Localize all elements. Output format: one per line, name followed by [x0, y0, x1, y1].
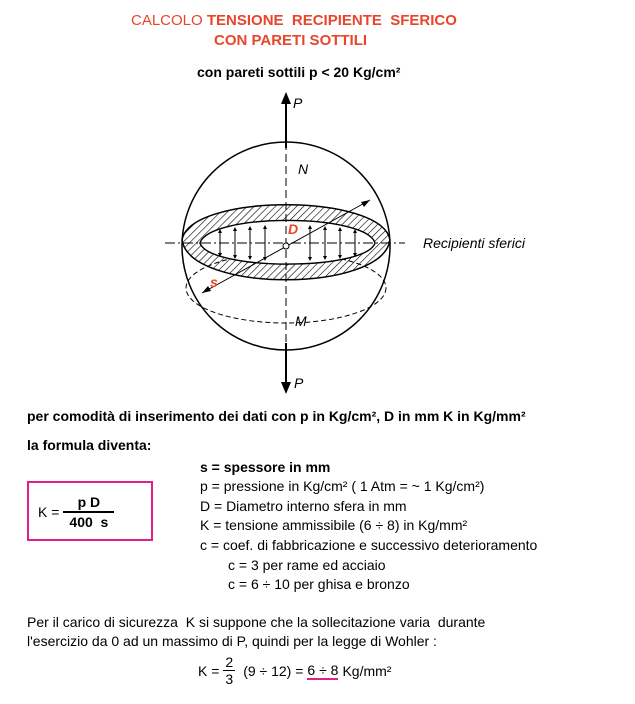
definition-d: D = Diametro interno sfera in mm: [200, 498, 407, 514]
main-formula-fraction: [63, 493, 114, 531]
sphere-diagram: [160, 88, 415, 398]
page-title-line1: [131, 12, 457, 29]
wohler-denominator: 3: [225, 671, 234, 687]
subtitle: con pareti sottili p < 20 Kg/cm²: [197, 64, 401, 80]
definition-k: K = tensione ammissibile (6 ÷ 8) in Kg/mm²: [200, 517, 468, 533]
label-m: M: [295, 313, 307, 329]
label-p-bottom: P: [294, 375, 304, 391]
main-formula-box: [27, 481, 153, 541]
wohler-result: 6 ÷ 8: [307, 662, 339, 678]
wohler-fraction: [223, 655, 235, 687]
title-word-calcolo: CALCOLO: [131, 12, 203, 29]
wohler-unit: Kg/mm²: [342, 663, 392, 679]
wohler-formula: [198, 655, 391, 687]
figure-caption: Recipienti sferici: [423, 235, 525, 251]
wohler-middle: (9 ÷ 12) =: [243, 663, 304, 679]
c-value-copper-steel: c = 3 per rame ed acciaio: [228, 557, 386, 573]
definition-s: s = spessore in mm: [200, 459, 331, 475]
label-n: N: [298, 161, 309, 177]
definition-p: p = pressione in Kg/cm² ( 1 Atm = ~ 1 Kg/cm²): [200, 478, 485, 494]
c-value-iron-bronze: c = 6 ÷ 10 per ghisa e bronzo: [228, 576, 410, 592]
safety-text-line1: Per il carico di sicurezza K si suppone che la sollecitazione varia durante: [27, 614, 486, 630]
title-main: TENSIONE RECIPIENTE SFERICO: [206, 12, 457, 29]
label-p-top: P: [293, 95, 303, 111]
wohler-lhs: K =: [198, 663, 220, 679]
main-formula-denominator: 400 s: [63, 511, 114, 531]
label-s: s: [210, 274, 218, 290]
definition-c: c = coef. di fabbricazione e successivo deterioramento: [200, 537, 538, 553]
main-formula-lhs: K =: [38, 504, 60, 520]
label-d: D: [288, 221, 299, 237]
wohler-numerator: 2: [225, 654, 234, 670]
formula-intro: la formula diventa:: [27, 437, 152, 453]
center-point: [283, 243, 289, 249]
page-title-line2: CON PARETI SOTTILI: [214, 32, 368, 49]
main-formula-numerator: p D: [77, 494, 101, 510]
safety-text-line2: l'esercizio da 0 ad un massimo di P, quindi per la legge di Wohler :: [27, 633, 437, 649]
intro-text: per comodità di inserimento dei dati con p in Kg/cm², D in mm K in Kg/mm²: [27, 408, 526, 424]
